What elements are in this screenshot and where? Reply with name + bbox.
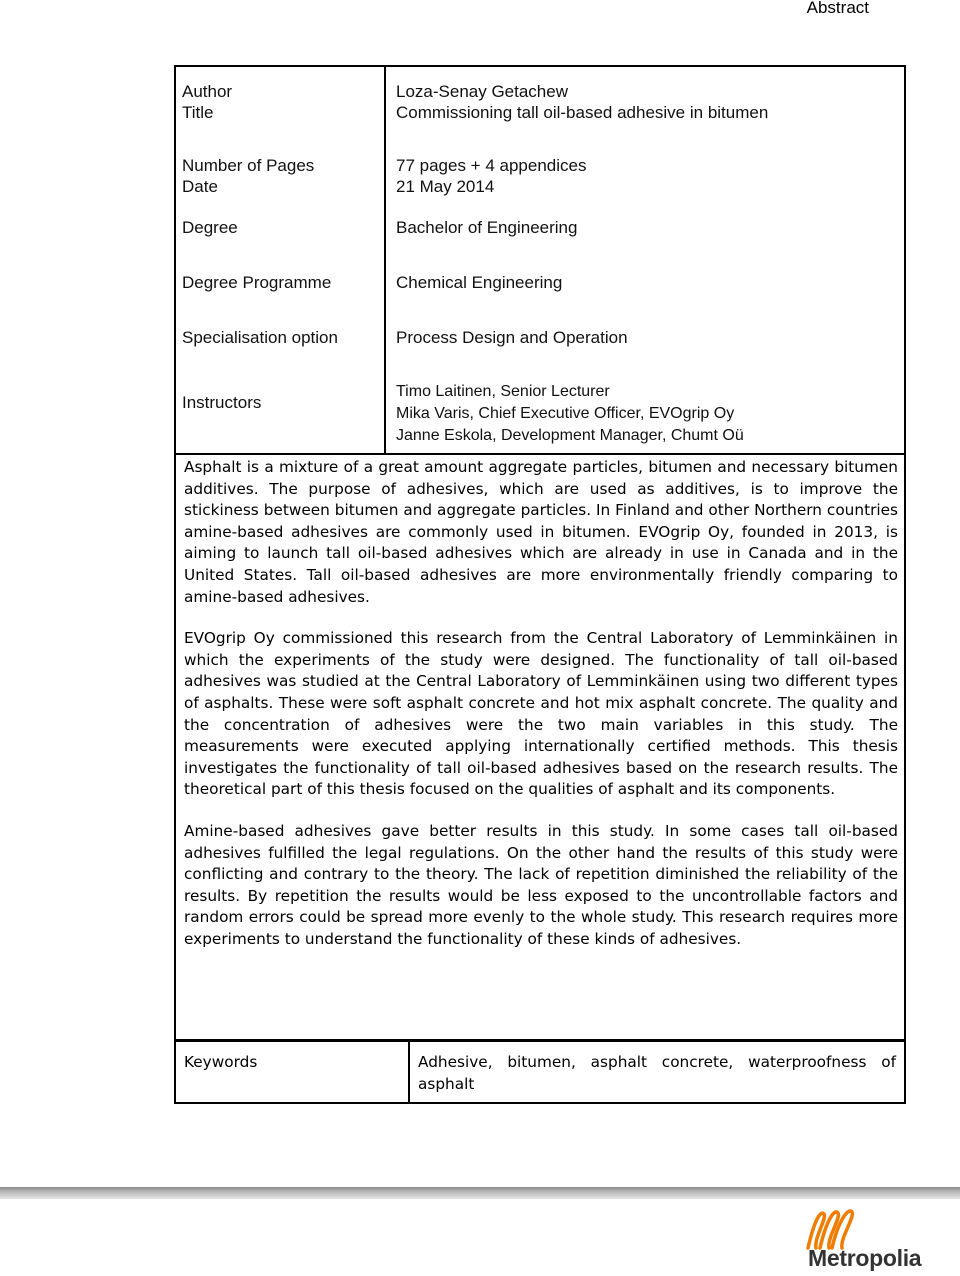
- footer-bar: [0, 1187, 960, 1199]
- specialisation-label: Specialisation option: [182, 328, 338, 347]
- keywords-table: [174, 1040, 906, 1104]
- keywords-label: Keywords: [175, 1041, 409, 1103]
- metadata-row-degree: [176, 207, 904, 262]
- instructors-label: Instructors: [182, 393, 262, 412]
- metadata-row-pages-date: [176, 155, 904, 207]
- keywords-value: Adhesive, bitumen, asphalt concrete, waterproofness of asphalt: [418, 1053, 896, 1093]
- date-value: 21 May 2014: [396, 177, 495, 196]
- specialisation-value: Process Design and Operation: [396, 328, 628, 347]
- instructor-line: Timo Laitinen, Senior Lecturer: [396, 383, 610, 400]
- abstract-paragraph: EVOgrip Oy commissioned this research from the Central Laboratory of Lemminkäinen in which the experiments of the study were designed. The functionality of tall oil-based adhesives was studied at the Central Laboratory of Lemminkäinen using two different types of asphalts. These were soft asphalt concrete and hot mix asphalt concrete. The quality and the concentration of adhesives were the two main variables in this study. The measurements were executed applying internationally certified methods. This thesis investigates the functionality of tall oil-based adhesives based on the research results. The theoretical part of this thesis focused on the qualities of asphalt and its components.: [184, 629, 898, 799]
- abstract-paragraph: Amine-based adhesives gave better results in this study. In some cases tall oil-based adhesives fulfilled the legal regulations. On the other hand the results of this study were conflicting and contrary to the theory. The lack of repetition diminished the reliability of the results. By repetition the results would be less exposed to the uncontrollable factors and random errors could be spread more evenly to the whole study. This research requires more experiments to understand the functionality of these kinds of adhesives.: [184, 821, 898, 948]
- abstract-paragraph: Asphalt is a mixture of a great amount aggregate particles, bitumen and necessary bitumen additives. The purpose of adhesives, which are used as additives, is to improve the stickiness between bitumen and aggregate particles. In Finland and other Northern countries amine-based adhesives are commonly used in bitumen. EVOgrip Oy, founded in 2013, is aiming to launch tall oil-based adhesives which are already in use in Canada and in the United States. Tall oil-based adhesives are more environmentally friendly comparing to amine-based adhesives.: [184, 458, 898, 606]
- date-label: Date: [182, 177, 218, 196]
- title-value: Commissioning tall oil-based adhesive in bitumen: [396, 103, 769, 122]
- pages-label: Number of Pages: [182, 156, 315, 175]
- metadata-row-instructors: [176, 372, 904, 454]
- abstract-body: [184, 457, 898, 970]
- pages-value: 77 pages + 4 appendices: [396, 156, 587, 175]
- page-header: Abstract: [806, 0, 869, 17]
- metadata-row-specialisation: [176, 317, 904, 372]
- programme-value: Chemical Engineering: [396, 273, 563, 292]
- instructor-line: Janne Eskola, Development Manager, Chumt Oü: [396, 427, 744, 444]
- degree-value: Bachelor of Engineering: [396, 218, 578, 237]
- author-label: Author: [182, 82, 233, 101]
- programme-label: Degree Programme: [182, 273, 332, 292]
- metadata-row-author-title: [176, 67, 904, 155]
- title-label: Title: [182, 103, 214, 122]
- metadata-row-programme: [176, 262, 904, 317]
- abstract-sheet: [174, 65, 906, 1041]
- instructor-line: Mika Varis, Chief Executive Officer, EVOgrip Oy: [396, 405, 735, 422]
- author-value: Loza-Senay Getachew: [396, 82, 568, 101]
- logo-wordmark: Metropolia: [808, 1245, 922, 1271]
- degree-label: Degree: [182, 218, 238, 237]
- metadata-table: [176, 67, 904, 455]
